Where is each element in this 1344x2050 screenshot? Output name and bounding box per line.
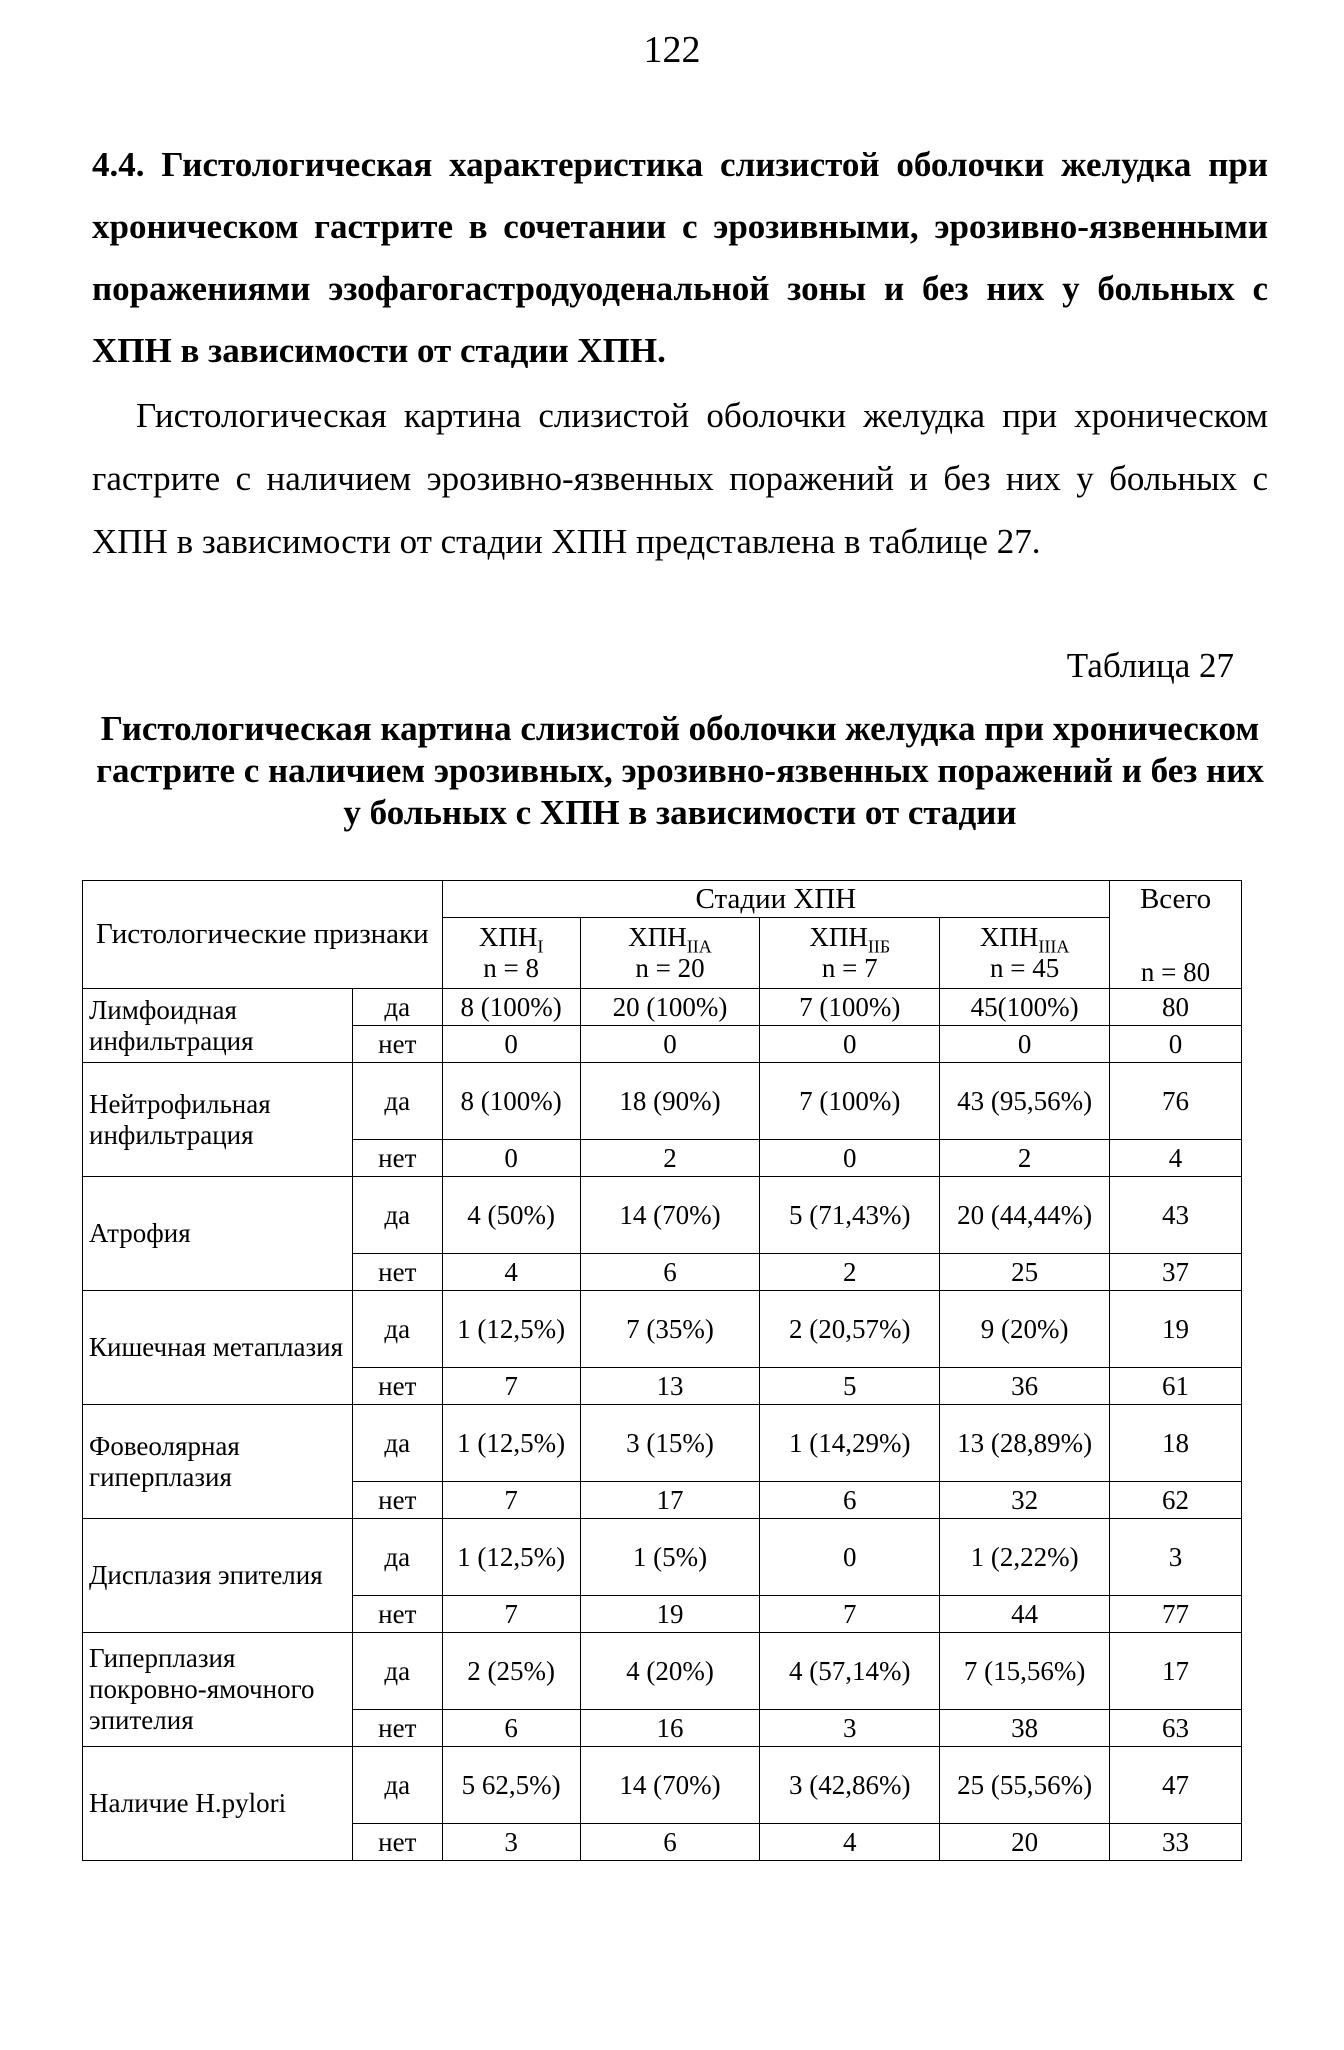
answer-cell: да <box>352 1405 442 1482</box>
total-cell: 19 <box>1110 1291 1242 1368</box>
stage-value-cell: 7 <box>442 1482 580 1519</box>
stage-value-cell: 7 (35%) <box>580 1291 760 1368</box>
stage-value-cell: 2 <box>760 1254 940 1291</box>
stage-value-cell: 9 (20%) <box>940 1291 1110 1368</box>
table-row <box>83 989 1242 1026</box>
header-total: Всего <box>1110 881 1242 918</box>
table-row <box>83 1633 1242 1710</box>
answer-cell: нет <box>352 1368 442 1405</box>
stage-value-cell: 7 <box>442 1368 580 1405</box>
stage-value-cell: 6 <box>760 1482 940 1519</box>
feature-name: Атрофия <box>83 1177 353 1291</box>
table-row <box>83 1063 1242 1140</box>
body-paragraph: Гистологическая картина слизистой оболочки желудка при хроническом гастрите с наличием эрозивно-язвенных поражений и без них у больных с ХПН в зависимости от стадии ХПН представлена в таблице 27. <box>92 396 1268 561</box>
stage-value-cell: 6 <box>580 1254 760 1291</box>
stage-value-cell: 0 <box>580 1026 760 1063</box>
stage-value-cell: 7 <box>760 1596 940 1633</box>
stage-value-cell: 2 (20,57%) <box>760 1291 940 1368</box>
section-heading: 4.4. Гистологическая характеристика слизистой оболочки желудка при хроническом гастрите в сочетании с эрозивными, эрозивно-язвенными поражениями эзофагогастродуоденальной зоны и без них у больных с ХПН в зависимости от стадии ХПН. <box>92 145 1268 370</box>
table-row <box>83 1747 1242 1824</box>
stage-value-cell: 43 (95,56%) <box>940 1063 1110 1140</box>
answer-cell: нет <box>352 1482 442 1519</box>
stage-value-cell: 2 <box>940 1140 1110 1177</box>
total-cell: 77 <box>1110 1596 1242 1633</box>
stage-name: ХПН <box>478 922 538 952</box>
stage-value-cell: 14 (70%) <box>580 1747 760 1824</box>
stage-value-cell: 0 <box>442 1140 580 1177</box>
answer-cell: нет <box>352 1026 442 1063</box>
stage-value-cell: 38 <box>940 1710 1110 1747</box>
stage-value-cell: 14 (70%) <box>580 1177 760 1254</box>
stage-n: n = 7 <box>821 953 878 983</box>
stage-value-cell: 3 <box>442 1824 580 1861</box>
stage-value-cell: 16 <box>580 1710 760 1747</box>
total-cell: 61 <box>1110 1368 1242 1405</box>
stage-value-cell: 4 (57,14%) <box>760 1633 940 1710</box>
stage-value-cell: 8 (100%) <box>442 1063 580 1140</box>
stage-value-cell: 5 62,5%) <box>442 1747 580 1824</box>
stage-value-cell: 1 (12,5%) <box>442 1519 580 1596</box>
answer-cell: да <box>352 1063 442 1140</box>
stage-value-cell: 4 (20%) <box>580 1633 760 1710</box>
total-cell: 17 <box>1110 1633 1242 1710</box>
answer-cell: да <box>352 989 442 1026</box>
stage-name: ХПН <box>809 922 868 952</box>
stage-value-cell: 5 (71,43%) <box>760 1177 940 1254</box>
stage-value-cell: 0 <box>442 1026 580 1063</box>
feature-name: Кишечная метаплазия <box>83 1291 353 1405</box>
total-cell: 0 <box>1110 1026 1242 1063</box>
stage-value-cell: 7 <box>442 1596 580 1633</box>
answer-cell: нет <box>352 1254 442 1291</box>
stage-subscript: I <box>537 936 544 957</box>
total-cell: 33 <box>1110 1824 1242 1861</box>
answer-cell: нет <box>352 1596 442 1633</box>
feature-name: Наличие H.pylori <box>83 1747 353 1861</box>
stage-subscript: IIА <box>686 936 712 957</box>
stage-value-cell: 20 (100%) <box>580 989 760 1026</box>
answer-cell: нет <box>352 1140 442 1177</box>
header-stage-2 <box>580 918 760 989</box>
stage-value-cell: 5 <box>760 1368 940 1405</box>
stage-value-cell: 0 <box>760 1026 940 1063</box>
stage-value-cell: 7 (100%) <box>760 1063 940 1140</box>
stage-value-cell: 1 (12,5%) <box>442 1405 580 1482</box>
feature-name: Гиперплазия покровно-ямочного эпителия <box>83 1633 353 1747</box>
stage-value-cell: 45(100%) <box>940 989 1110 1026</box>
stage-subscript: IIIА <box>1038 936 1070 957</box>
total-cell: 18 <box>1110 1405 1242 1482</box>
header-stages: Стадии ХПН <box>442 881 1109 918</box>
total-cell: 47 <box>1110 1747 1242 1824</box>
stage-value-cell: 6 <box>442 1710 580 1747</box>
stage-value-cell: 13 <box>580 1368 760 1405</box>
stage-name: ХПН <box>979 922 1039 952</box>
stage-value-cell: 0 <box>760 1519 940 1596</box>
stage-n: n = 8 <box>483 953 540 983</box>
stage-value-cell: 18 (90%) <box>580 1063 760 1140</box>
stage-value-cell: 0 <box>760 1140 940 1177</box>
answer-cell: нет <box>352 1710 442 1747</box>
stage-value-cell: 36 <box>940 1368 1110 1405</box>
stage-value-cell: 17 <box>580 1482 760 1519</box>
stage-value-cell: 6 <box>580 1824 760 1861</box>
feature-name: Лимфоидная инфильтрация <box>83 989 353 1063</box>
stage-value-cell: 25 (55,56%) <box>940 1747 1110 1824</box>
stage-value-cell: 4 (50%) <box>442 1177 580 1254</box>
stage-value-cell: 1 (12,5%) <box>442 1291 580 1368</box>
stage-value-cell: 4 <box>442 1254 580 1291</box>
table-row <box>83 1291 1242 1368</box>
table-label: Таблица 27 <box>1066 646 1234 685</box>
stage-n: n = 45 <box>990 953 1060 983</box>
feature-name: Фовеолярная гиперплазия <box>83 1405 353 1519</box>
stage-value-cell: 1 (2,22%) <box>940 1519 1110 1596</box>
header-stage-3 <box>760 918 940 989</box>
table-title: Гистологическая картина слизистой оболочки желудка при хроническом гастрите с наличием эрозивных, эрозивно-язвенных поражений и без них у больных с ХПН в зависимости от стадии <box>96 709 1264 832</box>
answer-cell: да <box>352 1291 442 1368</box>
answer-cell: да <box>352 1177 442 1254</box>
stage-name: ХПН <box>628 922 687 952</box>
table-row <box>83 1177 1242 1254</box>
stage-value-cell: 20 (44,44%) <box>940 1177 1110 1254</box>
table-row <box>83 1519 1242 1596</box>
stage-value-cell: 3 (42,86%) <box>760 1747 940 1824</box>
stage-value-cell: 7 (100%) <box>760 989 940 1026</box>
stage-subscript: IIБ <box>867 936 891 957</box>
feature-name: Нейтрофильная инфильтрация <box>83 1063 353 1177</box>
stage-value-cell: 8 (100%) <box>442 989 580 1026</box>
header-stage-1 <box>442 918 580 989</box>
stage-value-cell: 44 <box>940 1596 1110 1633</box>
total-cell: 3 <box>1110 1519 1242 1596</box>
total-cell: 76 <box>1110 1063 1242 1140</box>
stage-value-cell: 4 <box>760 1824 940 1861</box>
stage-value-cell: 2 <box>580 1140 760 1177</box>
header-stage-4 <box>940 918 1110 989</box>
answer-cell: да <box>352 1633 442 1710</box>
table-row <box>83 1405 1242 1482</box>
stage-value-cell: 1 (5%) <box>580 1519 760 1596</box>
total-cell: 4 <box>1110 1140 1242 1177</box>
stage-value-cell: 7 (15,56%) <box>940 1633 1110 1710</box>
total-cell: 37 <box>1110 1254 1242 1291</box>
stage-n: n = 20 <box>635 953 705 983</box>
header-total-n: n = 80 <box>1110 918 1242 989</box>
stage-value-cell: 19 <box>580 1596 760 1633</box>
feature-name: Дисплазия эпителия <box>83 1519 353 1633</box>
total-cell: 62 <box>1110 1482 1242 1519</box>
stage-value-cell: 32 <box>940 1482 1110 1519</box>
total-cell: 63 <box>1110 1710 1242 1747</box>
total-cell: 80 <box>1110 989 1242 1026</box>
histology-table <box>82 880 1242 1861</box>
stage-value-cell: 3 (15%) <box>580 1405 760 1482</box>
stage-value-cell: 13 (28,89%) <box>940 1405 1110 1482</box>
answer-cell: да <box>352 1747 442 1824</box>
header-features: Гистологические признаки <box>83 881 443 989</box>
stage-value-cell: 1 (14,29%) <box>760 1405 940 1482</box>
stage-value-cell: 20 <box>940 1824 1110 1861</box>
answer-cell: нет <box>352 1824 442 1861</box>
answer-cell: да <box>352 1519 442 1596</box>
total-cell: 43 <box>1110 1177 1242 1254</box>
stage-value-cell: 0 <box>940 1026 1110 1063</box>
stage-value-cell: 3 <box>760 1710 940 1747</box>
stage-value-cell: 2 (25%) <box>442 1633 580 1710</box>
page-number: 122 <box>643 29 701 71</box>
stage-value-cell: 25 <box>940 1254 1110 1291</box>
